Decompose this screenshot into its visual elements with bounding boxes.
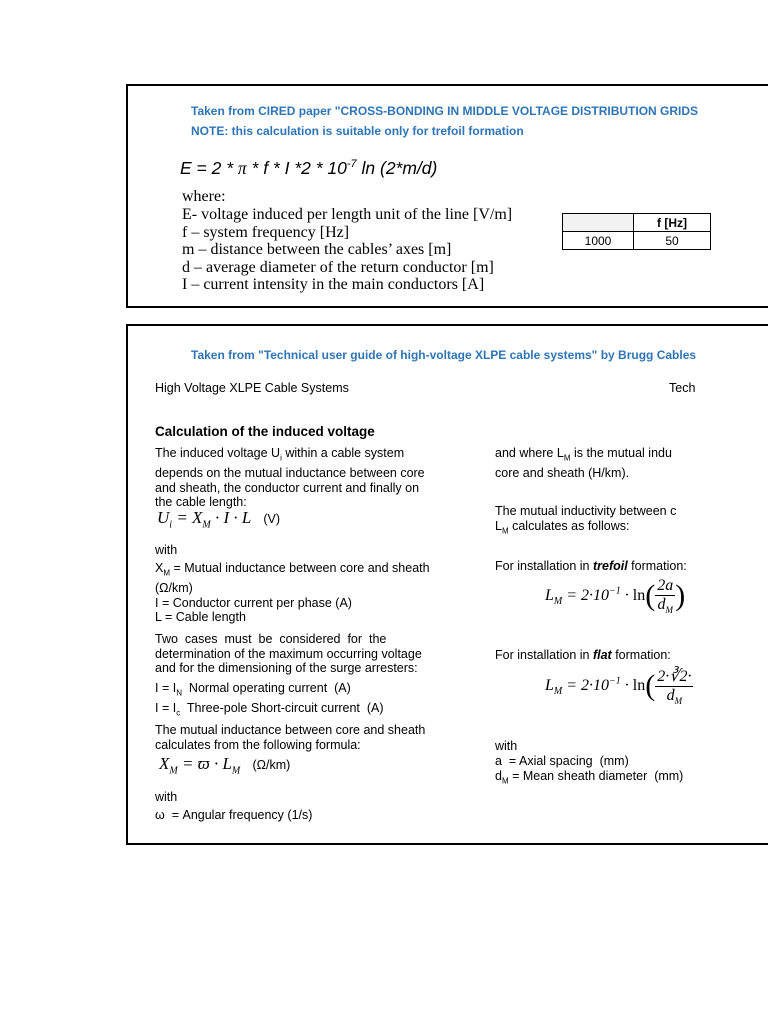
section-heading: Calculation of the induced voltage <box>155 424 375 439</box>
definition-omega: ω = Angular frequency (1/s) <box>155 808 313 822</box>
pi-symbol: π <box>237 158 247 178</box>
brugg-source-note: Taken from "Technical user guide of high-voltage XLPE cable systems" by Brugg Cables <box>191 348 697 362</box>
induced-voltage-formula: E = 2 * π * f * I $*2 * 10^{-7}$ ln (2*m/d) <box>180 158 438 178</box>
definition-d: d – average diameter of the return conductor [m] <box>182 259 494 276</box>
where-lm-paragraph: and where $L_M$ is the mutual indu core and sheath (H/km). <box>495 446 672 480</box>
mutual-inductance-equation: $X_M = ϖ \cdot L_M$ (Ω/km) <box>159 754 291 777</box>
with-label-2: with <box>155 790 178 804</box>
definition-xm: $X_M$ = Mutual inductance between core and sheath (Ω/km) I = Conductor current per phase (A) L = Cable length <box>155 561 430 624</box>
brugg-panel <box>126 324 768 845</box>
mutual-inductivity-paragraph: The mutual inductivity between c $L_M$ calculates as follows: <box>495 504 677 535</box>
flat-label: For installation in flat formation: <box>495 648 671 662</box>
intro-paragraph: The induced voltage $U_i$ within a cable system depends on the mutual inductance between core and sheath, the conductor current and finally on the cable length: <box>155 446 425 509</box>
definition-e: E- voltage induced per length unit of the line [V/m] <box>182 206 513 223</box>
with-label-3: with <box>495 739 518 753</box>
table-row <box>563 232 711 250</box>
definition-m: m – distance between the cables’ axes [m] <box>182 241 452 258</box>
mutual-inductance-paragraph: The mutual inductance between core and sheath calculates from the following formula: <box>155 723 426 752</box>
table-header-row <box>563 214 711 232</box>
frequency-table <box>562 213 711 250</box>
cases-paragraph: Two cases must be considered for the determination of the maximum occurring voltage and for the dimensioning of the surge arresters: <box>155 632 422 675</box>
induced-voltage-equation: $U_i = X_M \cdot I \cdot L$ (V) <box>157 508 280 531</box>
table-header-cell[interactable]: f [Hz] <box>634 214 711 232</box>
definition-dm: $d_M$ = Mean sheath diameter (mm) <box>495 769 684 786</box>
table-cell[interactable]: 1000 <box>563 232 634 250</box>
trefoil-equation: $L_M = 2\cdot 10^{-1} \cdot \ln$( $\frac{2a}{d_M}$ ) <box>545 577 686 616</box>
current-cases: $I = I_N$ Normal operating current (A) $I = I_c$ Three-pole Short-circuit current (A) <box>155 681 384 718</box>
cired-panel <box>126 84 768 308</box>
doc-header-right: Tech <box>669 381 696 395</box>
trefoil-label: For installation in trefoil formation: <box>495 559 687 573</box>
doc-header-left: High Voltage XLPE Cable Systems <box>155 381 349 395</box>
definition-i: I – current intensity in the main conductors [A] <box>182 276 485 293</box>
cired-source-note: Taken from CIRED paper "CROSS-BONDING IN MIDDLE VOLTAGE DISTRIBUTION GRIDS <box>191 104 699 118</box>
table-cell[interactable]: 50 <box>634 232 711 250</box>
where-label: where: <box>182 188 226 205</box>
table-header-cell[interactable] <box>563 214 634 232</box>
with-label: with <box>155 543 178 557</box>
definition-f: f – system frequency [Hz] <box>182 224 350 241</box>
definition-a: a = Axial spacing (mm) <box>495 754 629 768</box>
flat-equation: $L_M = 2\cdot 10^{-1} \cdot \ln$( $\frac{2\cdot∛2\cdot}{d_M}$ <box>545 668 692 707</box>
trefoil-note: NOTE: this calculation is suitable only for trefoil formation <box>191 124 524 138</box>
